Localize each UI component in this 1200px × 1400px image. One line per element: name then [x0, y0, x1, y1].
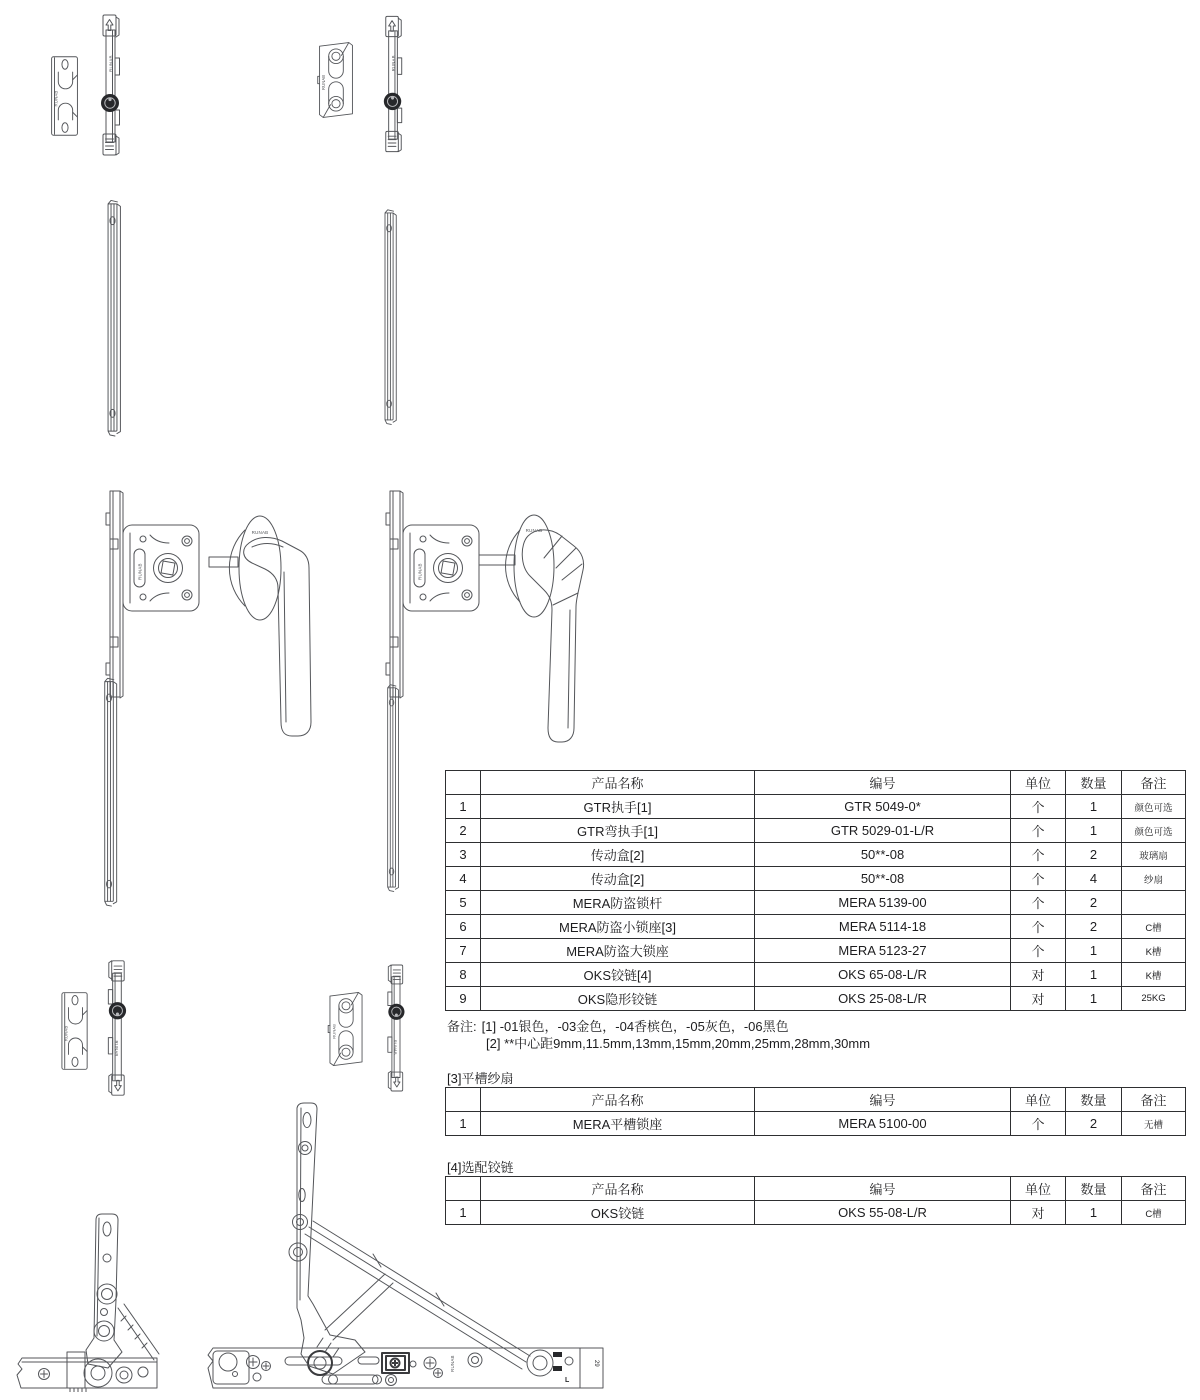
- table-cell: 个: [1011, 915, 1066, 939]
- column-header: 单位: [1011, 1088, 1066, 1112]
- note-line-1: [1] -01银色，-03金色，-04香槟色，-05灰色，-06黑色: [481, 1019, 789, 1034]
- column-header: 单位: [1011, 771, 1066, 795]
- table-cell: 1: [1066, 819, 1122, 843]
- table-row: [446, 891, 1186, 915]
- drawing-large-keeper-top-right: [313, 38, 359, 122]
- column-header: 产品名称: [481, 771, 755, 795]
- table-cell: 1: [1066, 939, 1122, 963]
- drawing-lock-rod-upper-left: [98, 196, 128, 438]
- table-cell: 50**-08: [755, 843, 1011, 867]
- table-row: [446, 819, 1186, 843]
- table-cell: 1: [446, 1201, 481, 1225]
- optional-hinge-table: [445, 1176, 1186, 1225]
- table-cell: 2: [1066, 891, 1122, 915]
- table-cell: 1: [1066, 987, 1122, 1011]
- column-header: [446, 1177, 481, 1201]
- table-cell: MERA 5123-27: [755, 939, 1011, 963]
- table-cell: 4: [1066, 867, 1122, 891]
- table-cell: GTR执手[1]: [481, 795, 755, 819]
- drawing-lock-bar-bottom-right: [382, 958, 409, 1098]
- column-header: 数量: [1066, 1088, 1122, 1112]
- column-header: 编号: [755, 1088, 1011, 1112]
- table-cell: 玻璃扇: [1122, 843, 1186, 867]
- table-cell: 颜色可选: [1122, 795, 1186, 819]
- table-cell: MERA平槽锁座: [481, 1112, 755, 1136]
- table-cell: GTR 5029-01-L/R: [755, 819, 1011, 843]
- main-parts-table: [445, 770, 1186, 1011]
- table-row: [446, 795, 1186, 819]
- drawing-gtr-handle-bent: [478, 508, 593, 748]
- table-cell: 纱扇: [1122, 867, 1186, 891]
- drawing-lock-rod-upper-right: [376, 196, 403, 436]
- column-header: 数量: [1066, 1177, 1122, 1201]
- table-row: [446, 939, 1186, 963]
- drawing-lock-rod-mid-left: [95, 674, 124, 908]
- drawing-small-keeper-top-left: [46, 52, 84, 140]
- column-header: 编号: [755, 1177, 1011, 1201]
- screen-sash-table: [445, 1087, 1186, 1136]
- table-cell: 无槽: [1122, 1112, 1186, 1136]
- drawing-lock-bar-top-left: [96, 10, 126, 160]
- drawing-gtr-handle-straight: [208, 508, 318, 743]
- table-cell: MERA防盗小锁座[3]: [481, 915, 755, 939]
- table-row: [446, 915, 1186, 939]
- column-header: 备注: [1122, 771, 1186, 795]
- notes-block: [447, 1019, 870, 1052]
- table-cell: OKS铰链: [481, 1201, 755, 1225]
- column-header: 编号: [755, 771, 1011, 795]
- table-cell: 传动盒[2]: [481, 843, 755, 867]
- column-header: [446, 771, 481, 795]
- table-cell: 7: [446, 939, 481, 963]
- table-cell: C槽: [1122, 915, 1186, 939]
- table-cell: OKS 65-08-L/R: [755, 963, 1011, 987]
- drawing-small-keeper-bottom-left: [56, 988, 94, 1074]
- table-cell: OKS铰链[4]: [481, 963, 755, 987]
- note-line-2: [2] **中心距9mm,11.5mm,13mm,15mm,20mm,25mm,28mm,30mm: [486, 1035, 871, 1051]
- column-header: 备注: [1122, 1177, 1186, 1201]
- table-cell: MERA 5100-00: [755, 1112, 1011, 1136]
- table-cell: MERA 5139-00: [755, 891, 1011, 915]
- table-cell: 1: [1066, 795, 1122, 819]
- table-cell: 1: [446, 795, 481, 819]
- table-row: [446, 867, 1186, 891]
- table-cell: GTR 5049-0*: [755, 795, 1011, 819]
- table-cell: 个: [1011, 939, 1066, 963]
- table-cell: 9: [446, 987, 481, 1011]
- table-cell: K槽: [1122, 963, 1186, 987]
- table-cell: 个: [1011, 891, 1066, 915]
- table-header-row: [446, 1088, 1186, 1112]
- section-label-screen-sash: [3]平槽纱扇: [447, 1071, 514, 1086]
- table-row: [446, 1201, 1186, 1225]
- table-cell: 2: [1066, 843, 1122, 867]
- table-cell: 个: [1011, 795, 1066, 819]
- table-cell: K槽: [1122, 939, 1186, 963]
- table-cell: 2: [446, 819, 481, 843]
- table-cell: 个: [1011, 819, 1066, 843]
- table-cell: 颜色可选: [1122, 819, 1186, 843]
- table-cell: 6: [446, 915, 481, 939]
- table-cell: 对: [1011, 1201, 1066, 1225]
- table-cell: 2: [1066, 1112, 1122, 1136]
- table-cell: 3: [446, 843, 481, 867]
- table-cell: 25KG: [1122, 987, 1186, 1011]
- table-cell: 传动盒[2]: [481, 867, 755, 891]
- table-row: [446, 987, 1186, 1011]
- column-header: 数量: [1066, 771, 1122, 795]
- table-cell: MERA防盗大锁座: [481, 939, 755, 963]
- table-cell: OKS 25-08-L/R: [755, 987, 1011, 1011]
- table-cell: 4: [446, 867, 481, 891]
- column-header: 单位: [1011, 1177, 1066, 1201]
- column-header: 产品名称: [481, 1177, 755, 1201]
- table-cell: 5: [446, 891, 481, 915]
- table-cell: 个: [1011, 1112, 1066, 1136]
- table-cell: 2: [1066, 915, 1122, 939]
- table-cell: 1: [446, 1112, 481, 1136]
- notes-label: 备注:: [447, 1019, 477, 1034]
- column-header: 备注: [1122, 1088, 1186, 1112]
- table-cell: C槽: [1122, 1201, 1186, 1225]
- table-cell: 1: [1066, 963, 1122, 987]
- table-cell: 个: [1011, 867, 1066, 891]
- table-cell: [1122, 891, 1186, 915]
- table-row: [446, 1112, 1186, 1136]
- section-label-optional-hinge: [4]选配铰链: [447, 1160, 514, 1175]
- table-row: [446, 963, 1186, 987]
- table-cell: OKS 55-08-L/R: [755, 1201, 1011, 1225]
- table-cell: 1: [1066, 1201, 1122, 1225]
- table-cell: 对: [1011, 987, 1066, 1011]
- column-header: [446, 1088, 481, 1112]
- drawing-hidden-hinge-small: [12, 1210, 162, 1392]
- table-cell: MERA防盗锁杆: [481, 891, 755, 915]
- table-cell: GTR弯执手[1]: [481, 819, 755, 843]
- table-cell: 个: [1011, 843, 1066, 867]
- table-row: [446, 843, 1186, 867]
- drawing-lock-rod-mid-right: [379, 672, 405, 902]
- table-cell: 8: [446, 963, 481, 987]
- table-cell: 对: [1011, 963, 1066, 987]
- table-header-row: [446, 1177, 1186, 1201]
- drawing-lock-bar-top-right: [379, 10, 408, 158]
- table-cell: MERA 5114-18: [755, 915, 1011, 939]
- table-cell: 50**-08: [755, 867, 1011, 891]
- table-header-row: [446, 771, 1186, 795]
- drawing-lock-bar-bottom-left: [102, 956, 131, 1100]
- drawing-large-keeper-bottom-right: [323, 988, 369, 1070]
- drawing-friction-hinge-large: [205, 1100, 605, 1392]
- table-cell: OKS隐形铰链: [481, 987, 755, 1011]
- column-header: 产品名称: [481, 1088, 755, 1112]
